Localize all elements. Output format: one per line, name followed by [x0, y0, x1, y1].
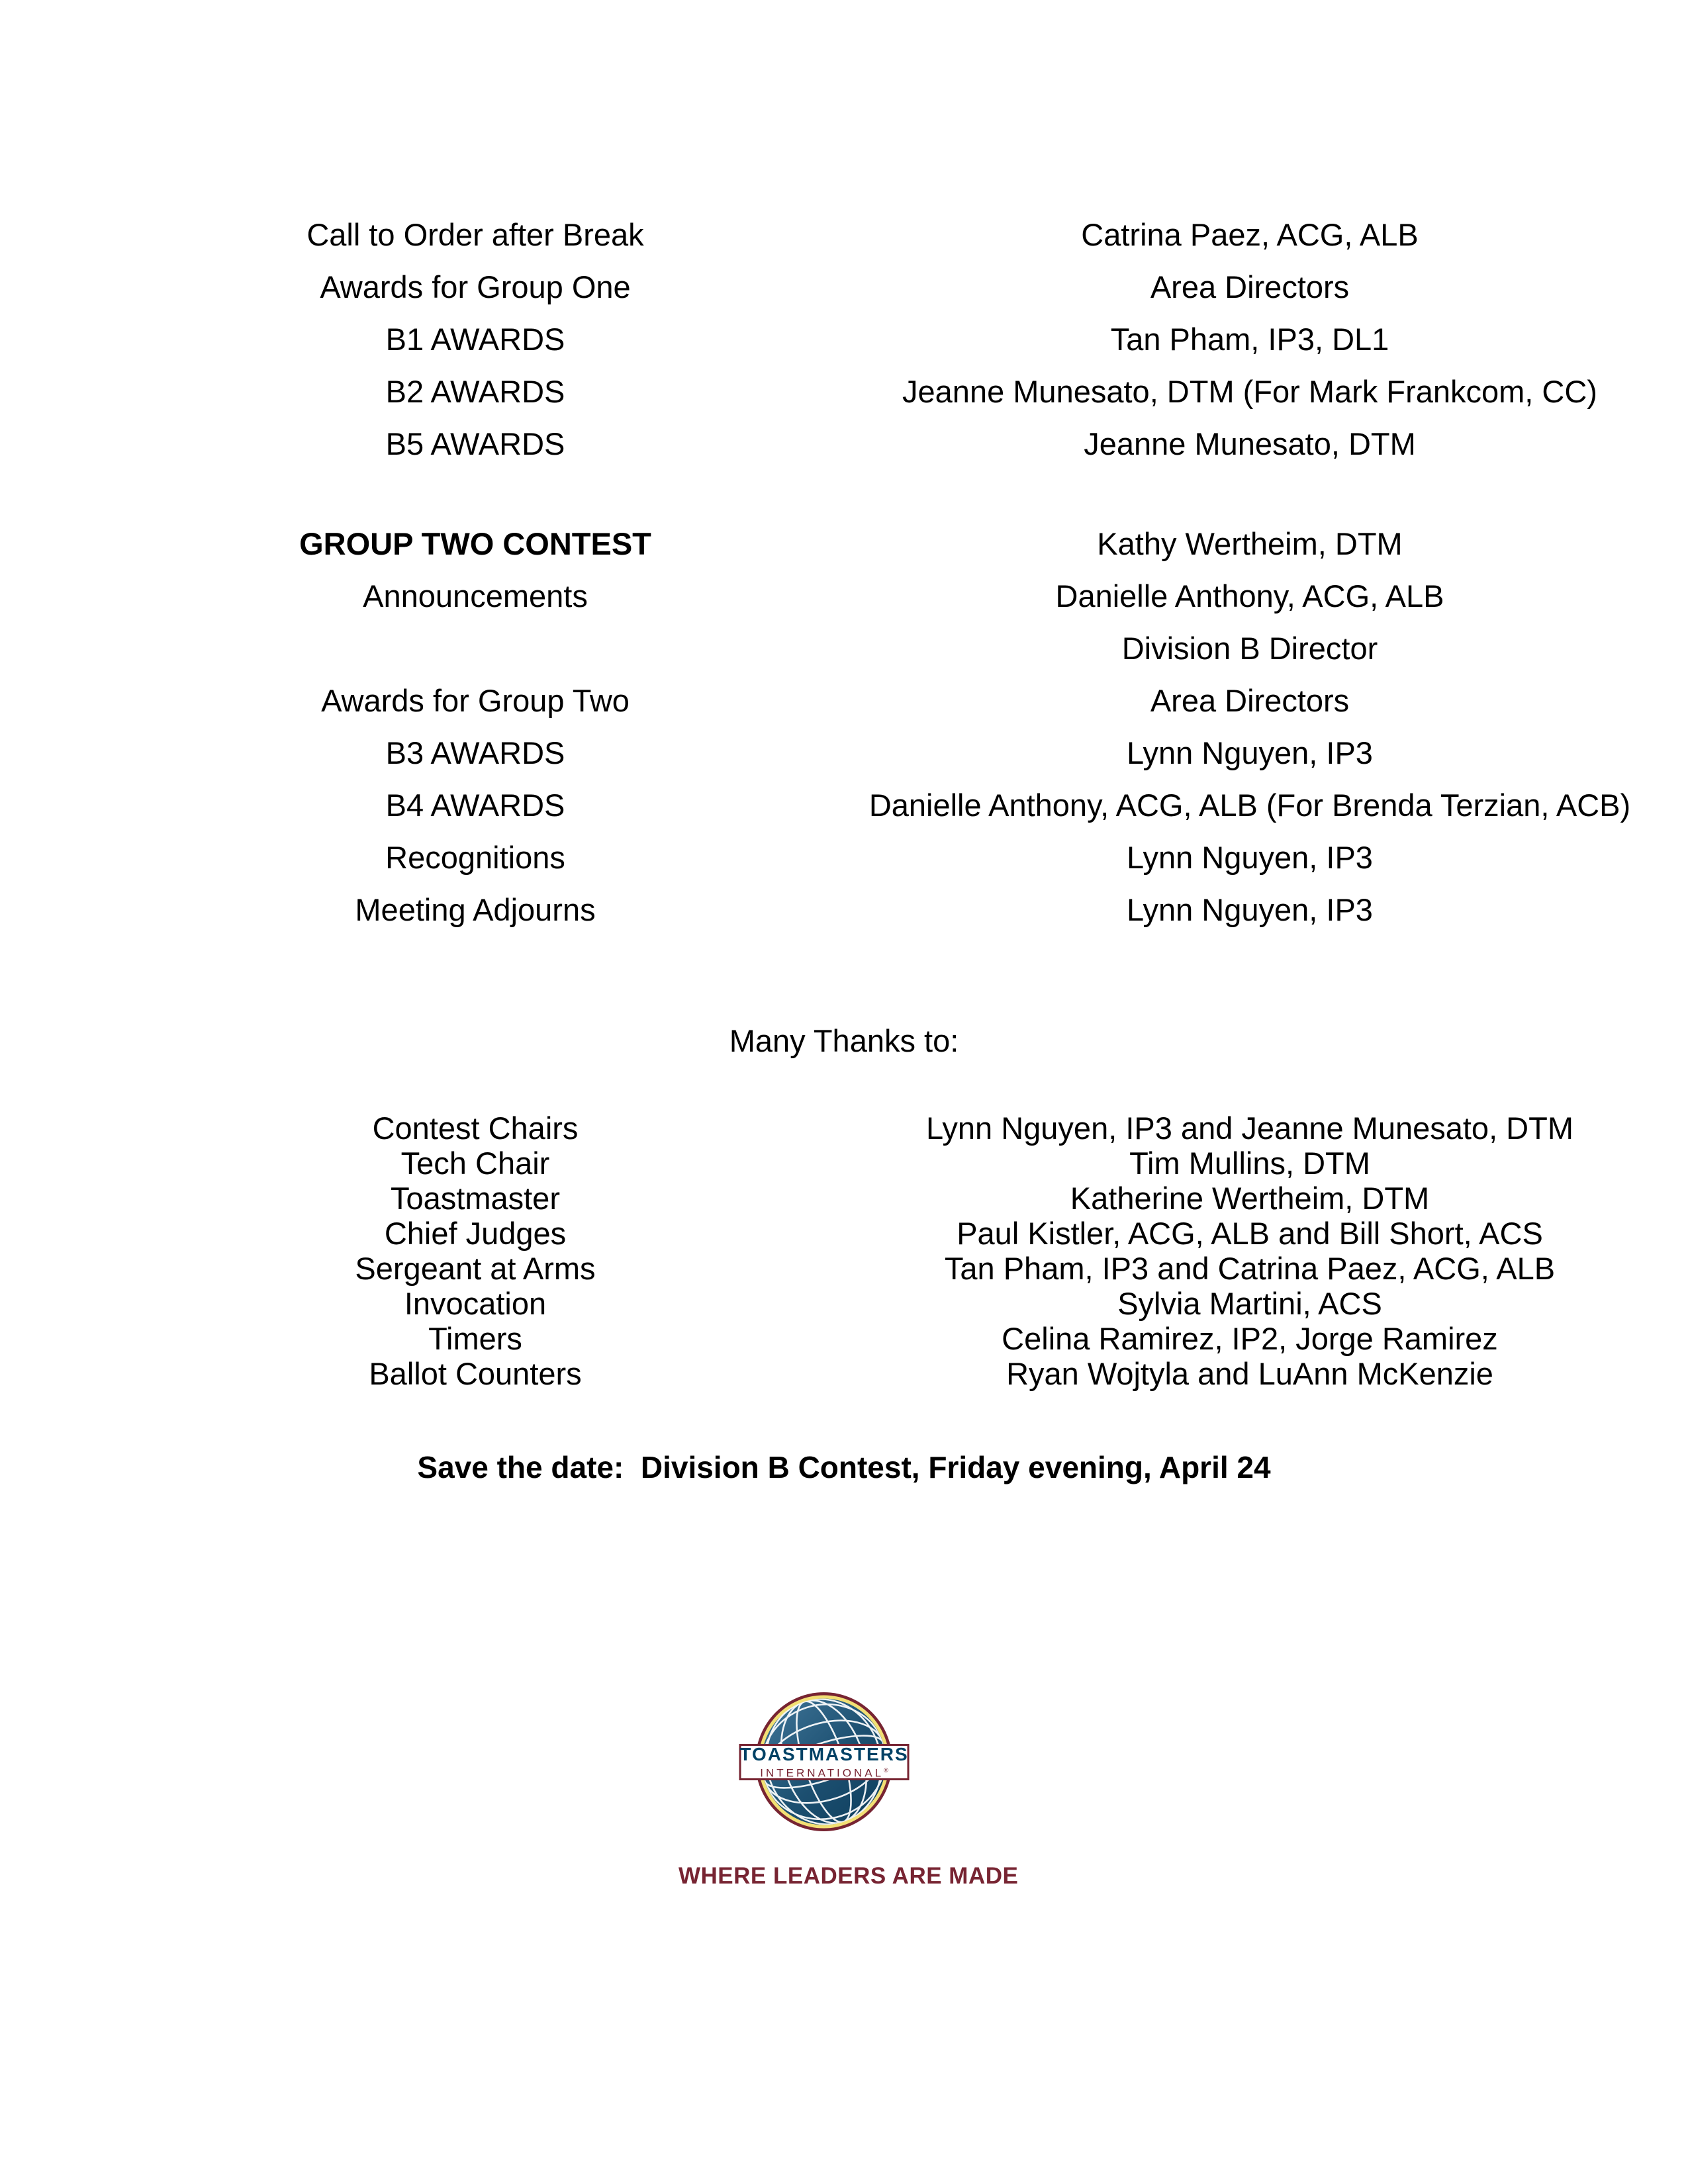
thanks-row [99, 1146, 1648, 1181]
schedule-item-label: Recognitions [385, 840, 565, 875]
thanks-role-label: Toastmaster [391, 1181, 560, 1216]
schedule-item-label [99, 629, 851, 668]
schedule-row [99, 891, 1648, 929]
thanks-row [99, 1321, 1648, 1356]
schedule-item-person: Area Directors [1150, 269, 1350, 304]
schedule-row [99, 786, 1648, 825]
schedule-row [99, 373, 1648, 411]
thanks-role-label: Ballot Counters [369, 1356, 582, 1391]
thanks-person: Katherine Wertheim, DTM [1070, 1181, 1430, 1216]
schedule-item-person: Catrina Paez, ACG, ALB [1081, 217, 1419, 252]
schedule-item-person: Lynn Nguyen, IP3 [1127, 735, 1373, 770]
thanks-role-label: Chief Judges [384, 1216, 567, 1251]
section-spacer [99, 477, 1648, 525]
schedule-item-person: Lynn Nguyen, IP3 [1127, 892, 1373, 927]
schedule-item-person: Division B Director [1121, 631, 1378, 666]
schedule-item-label: Awards for Group One [320, 269, 631, 304]
toastmasters-logo [679, 1692, 1019, 1911]
schedule-item-label: B3 AWARDS [385, 735, 565, 770]
brand-name: TOASTMASTERS [739, 1744, 909, 1765]
schedule-row [99, 577, 1648, 615]
schedule-row [99, 320, 1648, 359]
schedule-item-label: B4 AWARDS [385, 788, 565, 823]
thanks-person: Tim Mullins, DTM [1129, 1146, 1370, 1181]
schedule-table [99, 216, 1648, 943]
schedule-row [99, 839, 1648, 877]
save-the-date-line: Save the date: Division B Contest, Friday evening, April 24 [417, 1450, 1271, 1484]
schedule-item-person: Kathy Wertheim, DTM [1097, 526, 1403, 561]
schedule-item-label: Awards for Group Two [321, 683, 630, 718]
thanks-role-label: Contest Chairs [372, 1111, 579, 1146]
brand-subname [760, 1765, 888, 1779]
schedule-item-person: Danielle Anthony, ACG, ALB (For Brenda Terzian, ACB) [868, 788, 1631, 823]
thanks-row [99, 1356, 1648, 1391]
schedule-row [99, 425, 1648, 463]
thanks-row [99, 1111, 1648, 1146]
registered-trademark: ® [884, 1767, 888, 1774]
schedule-item-person: Tan Pham, IP3, DL1 [1110, 322, 1389, 357]
schedule-section-heading: GROUP TWO CONTEST [299, 526, 651, 561]
schedule-item-person: Jeanne Munesato, DTM [1084, 426, 1416, 461]
thanks-person: Paul Kistler, ACG, ALB and Bill Short, ACS [957, 1216, 1543, 1251]
schedule-item-label: B5 AWARDS [385, 426, 565, 461]
schedule-row [99, 525, 1648, 563]
schedule-item-label: Call to Order after Break [306, 217, 644, 252]
thanks-row [99, 1251, 1648, 1286]
schedule-item-label: Meeting Adjourns [355, 892, 596, 927]
schedule-row [99, 734, 1648, 772]
thanks-person: Sylvia Martini, ACS [1117, 1286, 1382, 1321]
schedule-item-person: Area Directors [1150, 683, 1350, 718]
schedule-item-label: Announcements [363, 578, 588, 614]
schedule-item-label: B2 AWARDS [385, 374, 565, 409]
schedule-item-label: B1 AWARDS [385, 322, 565, 357]
thanks-role-label: Sergeant at Arms [355, 1251, 596, 1286]
thanks-person: Lynn Nguyen, IP3 and Jeanne Munesato, DTM [925, 1111, 1573, 1146]
thanks-role-label: Tech Chair [400, 1146, 550, 1181]
thanks-person: Tan Pham, IP3 and Catrina Paez, ACG, ALB [944, 1251, 1556, 1286]
thanks-role-label: Invocation [404, 1286, 547, 1321]
schedule-item-person: Jeanne Munesato, DTM (For Mark Frankcom, CC) [902, 374, 1597, 409]
thanks-role-label: Timers [428, 1321, 522, 1356]
thanks-table [99, 1111, 1648, 1391]
thanks-person: Ryan Wojtyla and LuAnn McKenzie [1006, 1356, 1493, 1391]
thanks-heading: Many Thanks to: [729, 1023, 959, 1058]
logo-tagline: WHERE LEADERS ARE MADE [679, 1863, 1019, 1889]
schedule-row [99, 268, 1648, 306]
schedule-row [99, 682, 1648, 720]
logo-banner [739, 1744, 910, 1780]
thanks-row [99, 1216, 1648, 1251]
schedule-item-person: Lynn Nguyen, IP3 [1127, 840, 1373, 875]
schedule-item-person: Danielle Anthony, ACG, ALB [1055, 578, 1444, 614]
thanks-person: Celina Ramirez, IP2, Jorge Ramirez [1002, 1321, 1498, 1356]
schedule-row [99, 216, 1648, 254]
schedule-row [99, 629, 1648, 668]
brand-subname-text: INTERNATIONAL [760, 1766, 884, 1780]
thanks-row [99, 1181, 1648, 1216]
thanks-row [99, 1286, 1648, 1321]
